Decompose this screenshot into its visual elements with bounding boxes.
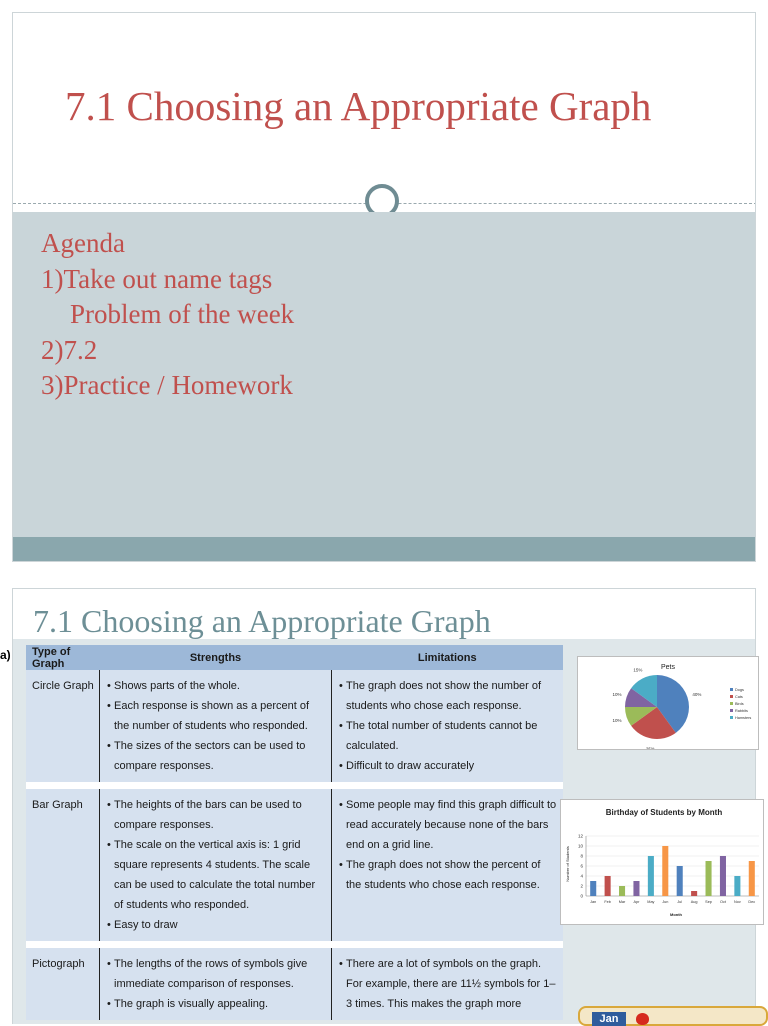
agenda-item: 2)7.2: [41, 334, 98, 365]
agenda-heading: Agenda: [41, 228, 125, 258]
bar: [677, 866, 683, 896]
agenda-item: 1)Take out name tags: [41, 263, 273, 294]
table-row: [26, 948, 563, 1020]
legend-entry: Rabbits: [735, 709, 748, 713]
bar: [648, 856, 654, 896]
strengths-cell: [100, 789, 332, 941]
x-tick-label: Apr: [633, 900, 640, 904]
limitations-cell: [332, 789, 564, 941]
birthday-bar-chart: [560, 799, 764, 925]
bar: [619, 886, 625, 896]
x-tick-label: Dec: [748, 900, 756, 904]
part-label: a): [0, 648, 11, 662]
bar: [605, 876, 611, 896]
bar: [734, 876, 740, 896]
slide-1: [12, 12, 756, 562]
row-separator: [26, 941, 563, 948]
bar: [706, 861, 712, 896]
x-tick-label: Feb: [604, 900, 611, 904]
strength-item: • Shows parts of the whole.: [105, 676, 326, 696]
slide-1-content: [13, 212, 756, 537]
x-tick-label: Sep: [705, 900, 712, 904]
bar-ylabel: Number of Students: [565, 846, 570, 882]
x-tick-label: Jan: [590, 900, 597, 904]
legend-entry: Cats: [735, 695, 743, 699]
limitation-item: • The graph does not show the number of students who chose each response.: [337, 676, 558, 716]
strength-item: • The sizes of the sectors can be used to compare responses.: [105, 736, 326, 776]
x-tick-label: Nov: [733, 900, 741, 904]
bar: [590, 881, 596, 896]
legend-swatch: [730, 688, 733, 691]
legend-swatch: [730, 695, 733, 698]
legend-swatch: [730, 702, 733, 705]
graph-type-cell: Circle Graph: [26, 670, 100, 782]
graph-type-cell: Bar Graph: [26, 789, 100, 941]
strength-item: • Easy to draw: [105, 915, 326, 935]
y-tick-label: 4: [580, 873, 583, 879]
y-tick-label: 8: [580, 853, 583, 859]
graph-type-cell: Pictograph: [26, 948, 100, 1020]
agenda-list: [41, 226, 294, 404]
limitation-item: • The total number of students cannot be calculated.: [337, 716, 558, 756]
legend-swatch: [730, 716, 733, 719]
strength-item: • Each response is shown as a percent of the number of students who responded.: [105, 696, 326, 736]
y-tick-label: 10: [577, 843, 583, 849]
pie-data-label: 25%: [645, 746, 655, 749]
strength-item: • The scale on the vertical axis is: 1 grid square represents 4 students. The scale can be used to calculate the total number of students who responded.: [105, 835, 326, 915]
header-strengths: Strengths: [100, 645, 332, 670]
x-tick-label: May: [647, 900, 655, 904]
legend-swatch: [730, 709, 733, 712]
limitation-item: • Some people may find this graph difficult to read accurately because none of the bars end on a grid line.: [337, 795, 558, 855]
table-row: [26, 789, 563, 941]
bar-chart-svg: [561, 800, 763, 924]
x-tick-label: Oct: [719, 900, 726, 904]
table-row: [26, 670, 563, 782]
calendar-month-label: Jan: [592, 1012, 626, 1026]
bar: [633, 881, 639, 896]
x-tick-label: Jul: [677, 900, 683, 904]
agenda-item: 3)Practice / Homework: [41, 370, 293, 400]
y-tick-label: 2: [580, 883, 583, 889]
apple-icon: [636, 1013, 649, 1025]
pie-title: Pets: [660, 664, 676, 671]
legend-entry: Birds: [735, 702, 744, 706]
slide-1-footer-band: [13, 537, 756, 562]
header-type: Type of Graph: [26, 645, 100, 670]
header-limitations: Limitations: [332, 645, 564, 670]
x-tick-label: Aug: [690, 900, 698, 904]
graph-comparison-table: [26, 645, 563, 1020]
legend-entry: Hamsters: [735, 716, 752, 720]
table-header-row: [26, 645, 563, 670]
x-tick-label: Mar: [618, 900, 626, 904]
row-separator: [26, 782, 563, 789]
slide-2-title: 7.1 Choosing an Appropriate Graph: [33, 603, 491, 639]
strength-item: • The graph is visually appealing.: [105, 994, 326, 1014]
bar-title: Birthday of Students by Month: [605, 808, 723, 817]
pie-data-label: 15%: [633, 667, 643, 673]
strength-item: • The heights of the bars can be used to compare responses.: [105, 795, 326, 835]
slide-2-header: [13, 589, 756, 639]
bar-xlabel: Month: [670, 912, 682, 917]
agenda-item: Problem of the week: [70, 299, 295, 329]
bar: [749, 861, 755, 896]
legend-entry: Dogs: [735, 688, 744, 692]
pie-data-label: 10%: [612, 717, 622, 723]
pie-chart-svg: [578, 657, 758, 749]
limitation-item: • Difficult to draw accurately: [337, 756, 558, 776]
limitations-cell: [332, 670, 564, 782]
bar: [662, 846, 668, 896]
y-tick-label: 6: [580, 863, 583, 869]
y-tick-label: 0: [580, 893, 583, 899]
limitation-item: • There are a lot of symbols on the graph. For example, there are 11½ symbols for 1–3 times. This makes the graph more: [337, 954, 558, 1014]
pie-data-label: 10%: [612, 692, 622, 698]
y-tick-label: 12: [577, 833, 583, 839]
bar: [691, 891, 697, 896]
slide-1-title: 7.1 Choosing an Appropriate Graph: [65, 83, 652, 129]
strengths-cell: [100, 670, 332, 782]
strengths-cell: [100, 948, 332, 1020]
strength-item: • The lengths of the rows of symbols give immediate comparison of responses.: [105, 954, 326, 994]
limitations-cell: [332, 948, 564, 1020]
x-tick-label: Jun: [662, 900, 669, 904]
pets-pie-chart: [577, 656, 759, 750]
pie-data-label: 40%: [692, 692, 702, 698]
limitation-item: • The graph does not show the percent of the students who chose each response.: [337, 855, 558, 895]
bar: [720, 856, 726, 896]
